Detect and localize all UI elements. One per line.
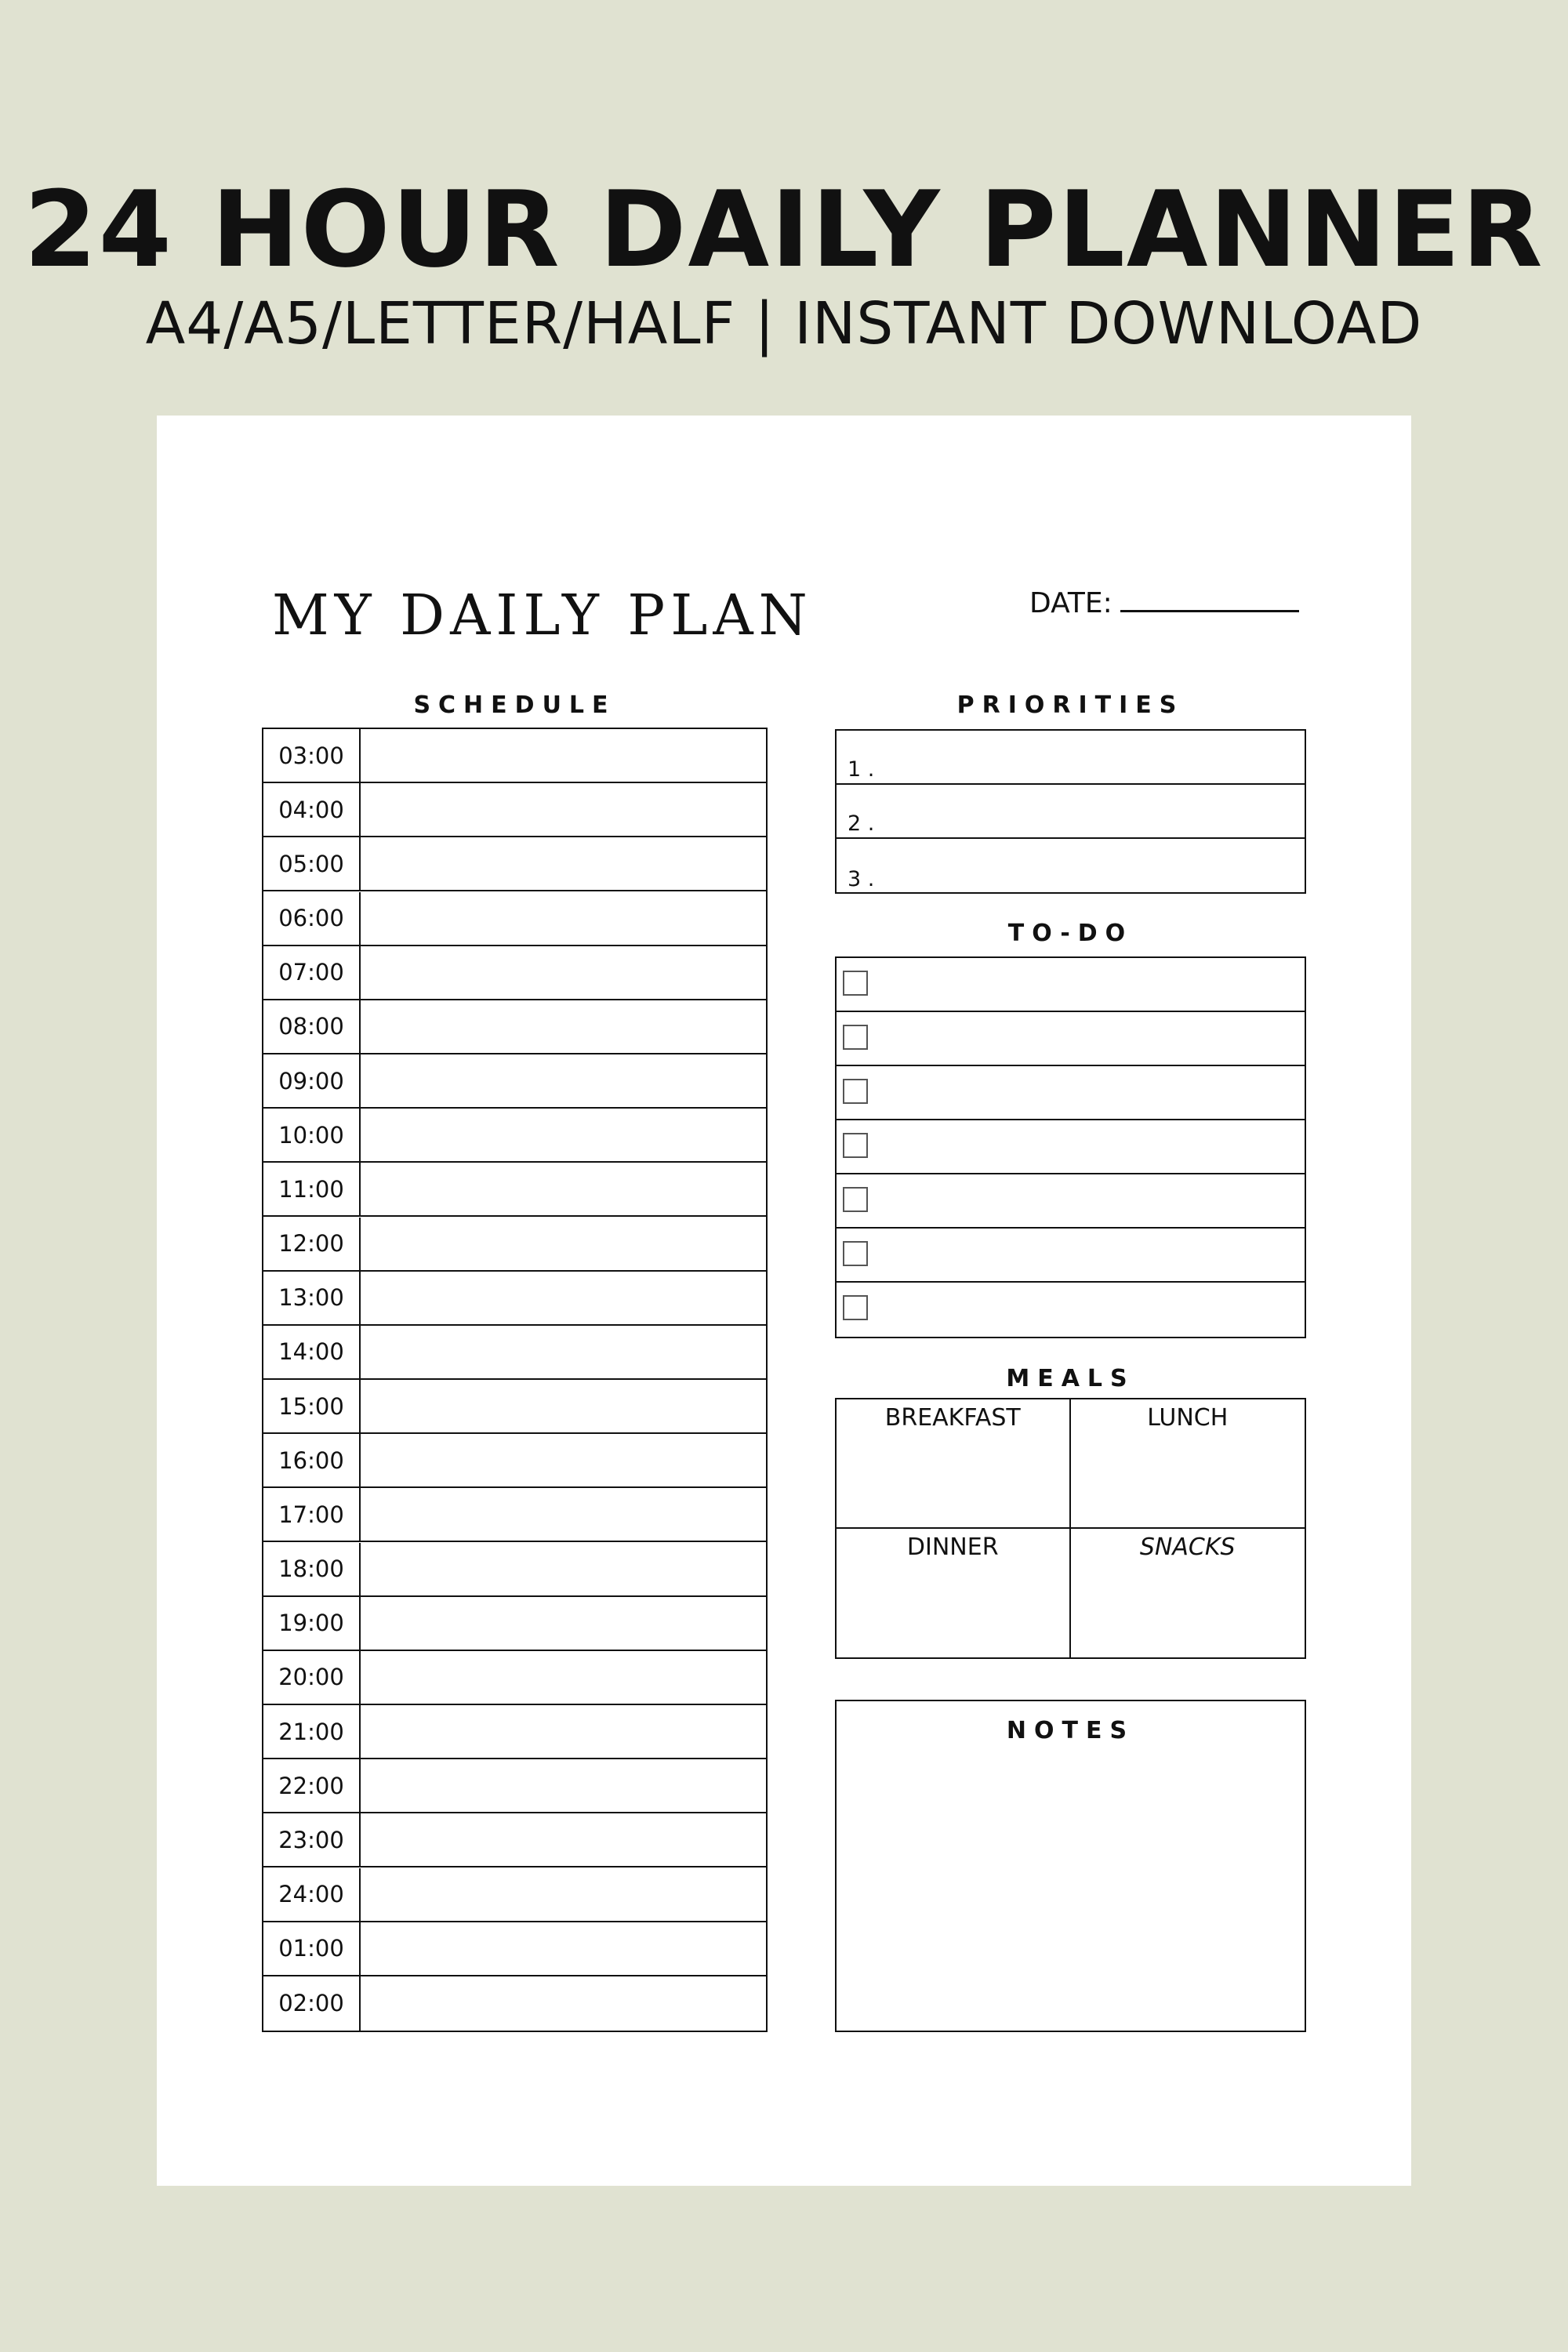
schedule-entry[interactable] xyxy=(361,1759,766,1812)
schedule-time: 05:00 xyxy=(263,837,361,890)
schedule-entry[interactable] xyxy=(361,1976,766,2031)
priority-row[interactable] xyxy=(837,839,1305,893)
schedule-entry[interactable] xyxy=(361,892,766,945)
todo-row[interactable] xyxy=(837,1229,1305,1283)
todo-row[interactable] xyxy=(837,1012,1305,1066)
schedule-row xyxy=(263,1000,766,1054)
notes-box[interactable] xyxy=(835,1700,1306,2032)
schedule-row xyxy=(263,1922,766,1976)
schedule-time: 13:00 xyxy=(263,1272,361,1324)
schedule-row xyxy=(263,1163,766,1217)
priority-row[interactable] xyxy=(837,785,1305,839)
schedule-entry[interactable] xyxy=(361,1922,766,1975)
notes-title: NOTES xyxy=(1006,1717,1135,1744)
schedule-row xyxy=(263,946,766,1000)
schedule-time: 19:00 xyxy=(263,1597,361,1650)
schedule-time: 07:00 xyxy=(263,946,361,999)
priority-number: 1 . xyxy=(848,757,875,782)
schedule-row xyxy=(263,1054,766,1109)
schedule-time: 04:00 xyxy=(263,783,361,836)
schedule-time: 02:00 xyxy=(263,1976,361,2031)
todo-checkbox[interactable] xyxy=(843,1241,868,1266)
schedule-row xyxy=(263,1488,766,1542)
schedule-time: 03:00 xyxy=(263,729,361,782)
schedule-entry[interactable] xyxy=(361,729,766,782)
schedule-row xyxy=(263,1109,766,1163)
schedule-entry[interactable] xyxy=(361,1000,766,1053)
schedule-entry[interactable] xyxy=(361,1163,766,1215)
schedule-row xyxy=(263,1272,766,1326)
schedule-entry[interactable] xyxy=(361,1813,766,1866)
schedule-time: 09:00 xyxy=(263,1054,361,1107)
meal-cell[interactable] xyxy=(837,1529,1071,1658)
schedule-time: 10:00 xyxy=(263,1109,361,1161)
schedule-entry[interactable] xyxy=(361,1218,766,1270)
schedule-row xyxy=(263,1976,766,2031)
meal-cell[interactable] xyxy=(1071,1399,1305,1529)
todo-checkbox[interactable] xyxy=(843,1079,868,1104)
schedule-entry[interactable] xyxy=(361,1488,766,1541)
banner-title: 24 HOUR DAILY PLANNER xyxy=(24,169,1544,291)
todo-checkbox[interactable] xyxy=(843,1025,868,1050)
schedule-time: 01:00 xyxy=(263,1922,361,1975)
schedule-row xyxy=(263,729,766,783)
schedule-time: 18:00 xyxy=(263,1543,361,1595)
schedule-time: 12:00 xyxy=(263,1218,361,1270)
todo-row[interactable] xyxy=(837,1174,1305,1229)
priority-number: 3 . xyxy=(848,867,875,891)
schedule-time: 08:00 xyxy=(263,1000,361,1053)
schedule-row xyxy=(263,892,766,946)
schedule-entry[interactable] xyxy=(361,837,766,890)
schedule-entry[interactable] xyxy=(361,1109,766,1161)
schedule-time: 15:00 xyxy=(263,1380,361,1432)
schedule-entry[interactable] xyxy=(361,946,766,999)
meal-label: SNACKS xyxy=(1139,1533,1236,1561)
date-line[interactable] xyxy=(1120,586,1299,612)
schedule-time: 20:00 xyxy=(263,1651,361,1704)
todo-checkbox[interactable] xyxy=(843,1187,868,1212)
meal-label: LUNCH xyxy=(1147,1404,1229,1432)
schedule-time: 11:00 xyxy=(263,1163,361,1215)
date-label: DATE: xyxy=(1029,587,1112,619)
schedule-time: 24:00 xyxy=(263,1868,361,1921)
schedule-row xyxy=(263,1651,766,1705)
todo-checkbox[interactable] xyxy=(843,971,868,996)
schedule-row xyxy=(263,1868,766,1922)
schedule-time: 16:00 xyxy=(263,1434,361,1486)
meals-title: MEALS xyxy=(1006,1365,1135,1392)
schedule-entry[interactable] xyxy=(361,1054,766,1107)
todo-list xyxy=(835,956,1306,1338)
date-field xyxy=(1029,586,1299,621)
schedule-row xyxy=(263,1218,766,1272)
schedule-title: SCHEDULE xyxy=(413,691,616,719)
meals-grid xyxy=(835,1398,1306,1659)
priorities-title: PRIORITIES xyxy=(956,691,1185,719)
schedule-entry[interactable] xyxy=(361,1326,766,1378)
schedule-row xyxy=(263,1759,766,1813)
schedule-entry[interactable] xyxy=(361,1434,766,1486)
todo-row[interactable] xyxy=(837,1283,1305,1337)
schedule-row xyxy=(263,1705,766,1759)
schedule-entry[interactable] xyxy=(361,783,766,836)
meal-cell[interactable] xyxy=(1071,1529,1305,1658)
schedule-entry[interactable] xyxy=(361,1380,766,1432)
schedule-entry[interactable] xyxy=(361,1705,766,1758)
todo-row[interactable] xyxy=(837,1120,1305,1174)
schedule-entry[interactable] xyxy=(361,1597,766,1650)
schedule-entry[interactable] xyxy=(361,1868,766,1921)
todo-row[interactable] xyxy=(837,958,1305,1012)
schedule-entry[interactable] xyxy=(361,1272,766,1324)
todo-row[interactable] xyxy=(837,1066,1305,1120)
priority-number: 2 . xyxy=(848,811,875,836)
plan-title: MY DAILY PLAN xyxy=(272,583,813,648)
schedule-row xyxy=(263,1813,766,1867)
todo-checkbox[interactable] xyxy=(843,1295,868,1320)
schedule-row xyxy=(263,1326,766,1380)
schedule-time: 14:00 xyxy=(263,1326,361,1378)
schedule-entry[interactable] xyxy=(361,1543,766,1595)
schedule-row xyxy=(263,837,766,891)
meal-cell[interactable] xyxy=(837,1399,1071,1529)
schedule-table xyxy=(262,728,768,2032)
schedule-time: 17:00 xyxy=(263,1488,361,1541)
meal-label: DINNER xyxy=(906,1533,999,1561)
schedule-row xyxy=(263,1543,766,1597)
priorities-list xyxy=(835,729,1306,894)
schedule-row xyxy=(263,783,766,837)
todo-checkbox[interactable] xyxy=(843,1133,868,1158)
schedule-time: 22:00 xyxy=(263,1759,361,1812)
planner-sheet xyxy=(157,416,1411,2186)
schedule-row xyxy=(263,1597,766,1651)
schedule-row xyxy=(263,1434,766,1488)
schedule-time: 23:00 xyxy=(263,1813,361,1866)
schedule-time: 06:00 xyxy=(263,892,361,945)
schedule-row xyxy=(263,1380,766,1434)
todo-title: TO-DO xyxy=(1007,920,1134,947)
priority-row[interactable] xyxy=(837,731,1305,785)
meal-label: BREAKFAST xyxy=(884,1404,1021,1432)
banner-subtitle: A4/A5/LETTER/HALF | INSTANT DOWNLOAD xyxy=(145,290,1423,358)
schedule-time: 21:00 xyxy=(263,1705,361,1758)
schedule-entry[interactable] xyxy=(361,1651,766,1704)
